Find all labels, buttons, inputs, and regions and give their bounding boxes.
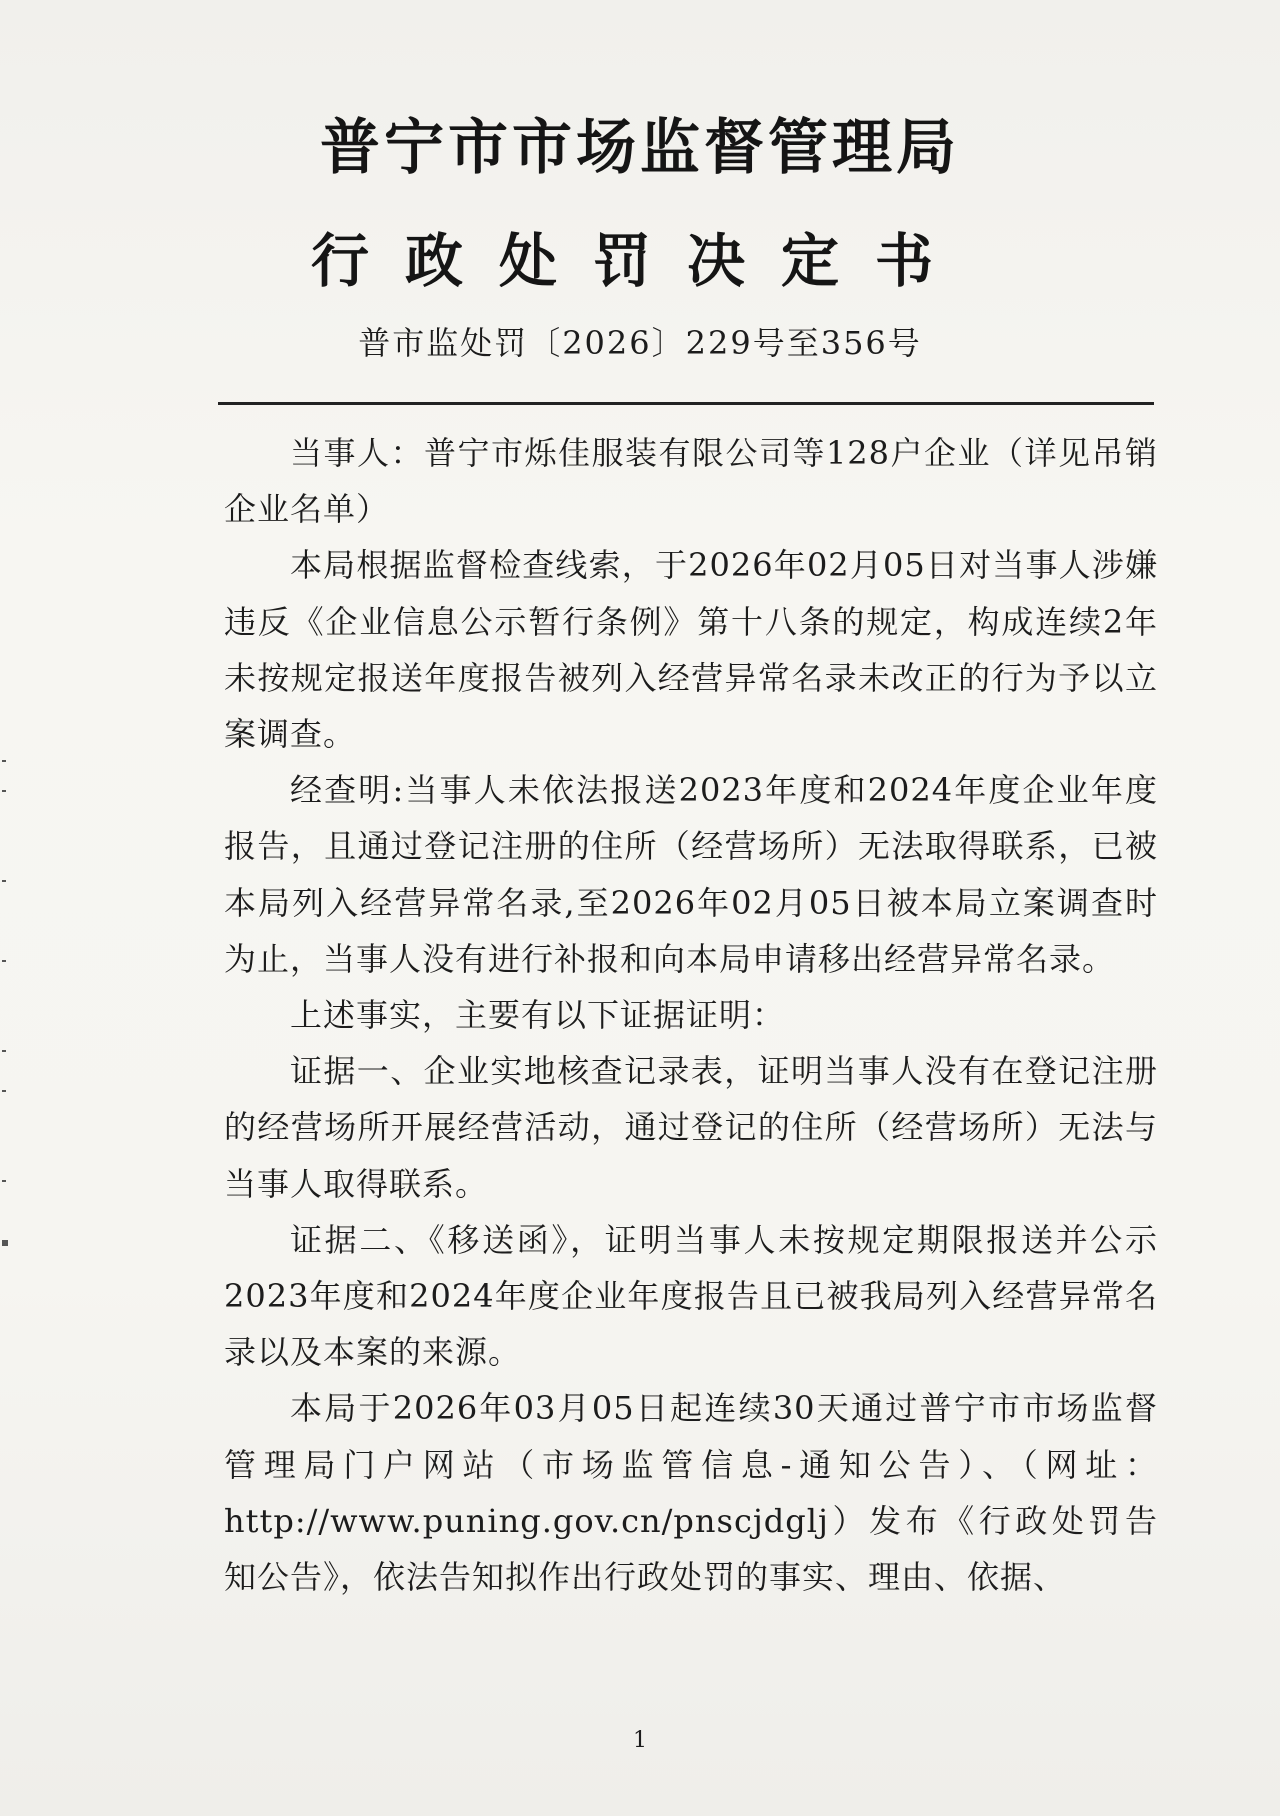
evidence-two-paragraph: 证据二、《移送函》，证明当事人未按规定期限报送并公示2023年度和2024年度企业年度报告且已被我局列入经营异常名录以及本案的来源。 bbox=[224, 1220, 1158, 1372]
header-divider bbox=[218, 402, 1154, 405]
findings-paragraph: 经查明:当事人未依法报送2023年度和2024年度企业年度报告，且通过登记注册的住所（经营场所）无法取得联系，已被本局列入经营异常名录,至2026年02月05日被本局立案调查时为止，当事人没有进行补报和向本局申请移出经营异常名录。 bbox=[224, 771, 1158, 978]
document-body bbox=[224, 425, 1158, 1605]
agency-title: 普宁市市场监督管理局 bbox=[320, 113, 960, 183]
party-paragraph: 当事人：普宁市烁佳服装有限公司等128户企业（详见吊销企业名单） bbox=[224, 434, 1158, 529]
document-number: 普市监处罚〔2026〕229号至356号 bbox=[358, 324, 922, 362]
evidence-one-paragraph: 证据一、企业实地核查记录表，证明当事人没有在登记注册的经营场所开展经营活动，通过登记的住所（经营场所）无法与当事人取得联系。 bbox=[224, 1052, 1158, 1203]
document-title: 行政处罚决定书 bbox=[310, 227, 969, 295]
page-number: 1 bbox=[633, 1728, 647, 1753]
notice-paragraph: 本局于2026年03月05日起连续30天通过普宁市市场监督管理局门户网站（市场监管信息-通知公告）、（网址：http://www.puning.gov.cn/pnscjdglj）发布《行政处罚告知公告》，依法告知拟作出行政处罚的事实、理由、依据、 bbox=[224, 1389, 1158, 1597]
evidence-intro-paragraph: 上述事实，主要有以下证据证明： bbox=[290, 996, 786, 1035]
scan-edge-marks bbox=[0, 760, 10, 1260]
case-basis-paragraph: 本局根据监督检查线索，于2026年02月05日对当事人涉嫌违反《企业信息公示暂行条例》第十八条的规定，构成连续2年未按规定报送年度报告被列入经营异常名录未改正的行为予以立案调查。 bbox=[224, 546, 1158, 754]
